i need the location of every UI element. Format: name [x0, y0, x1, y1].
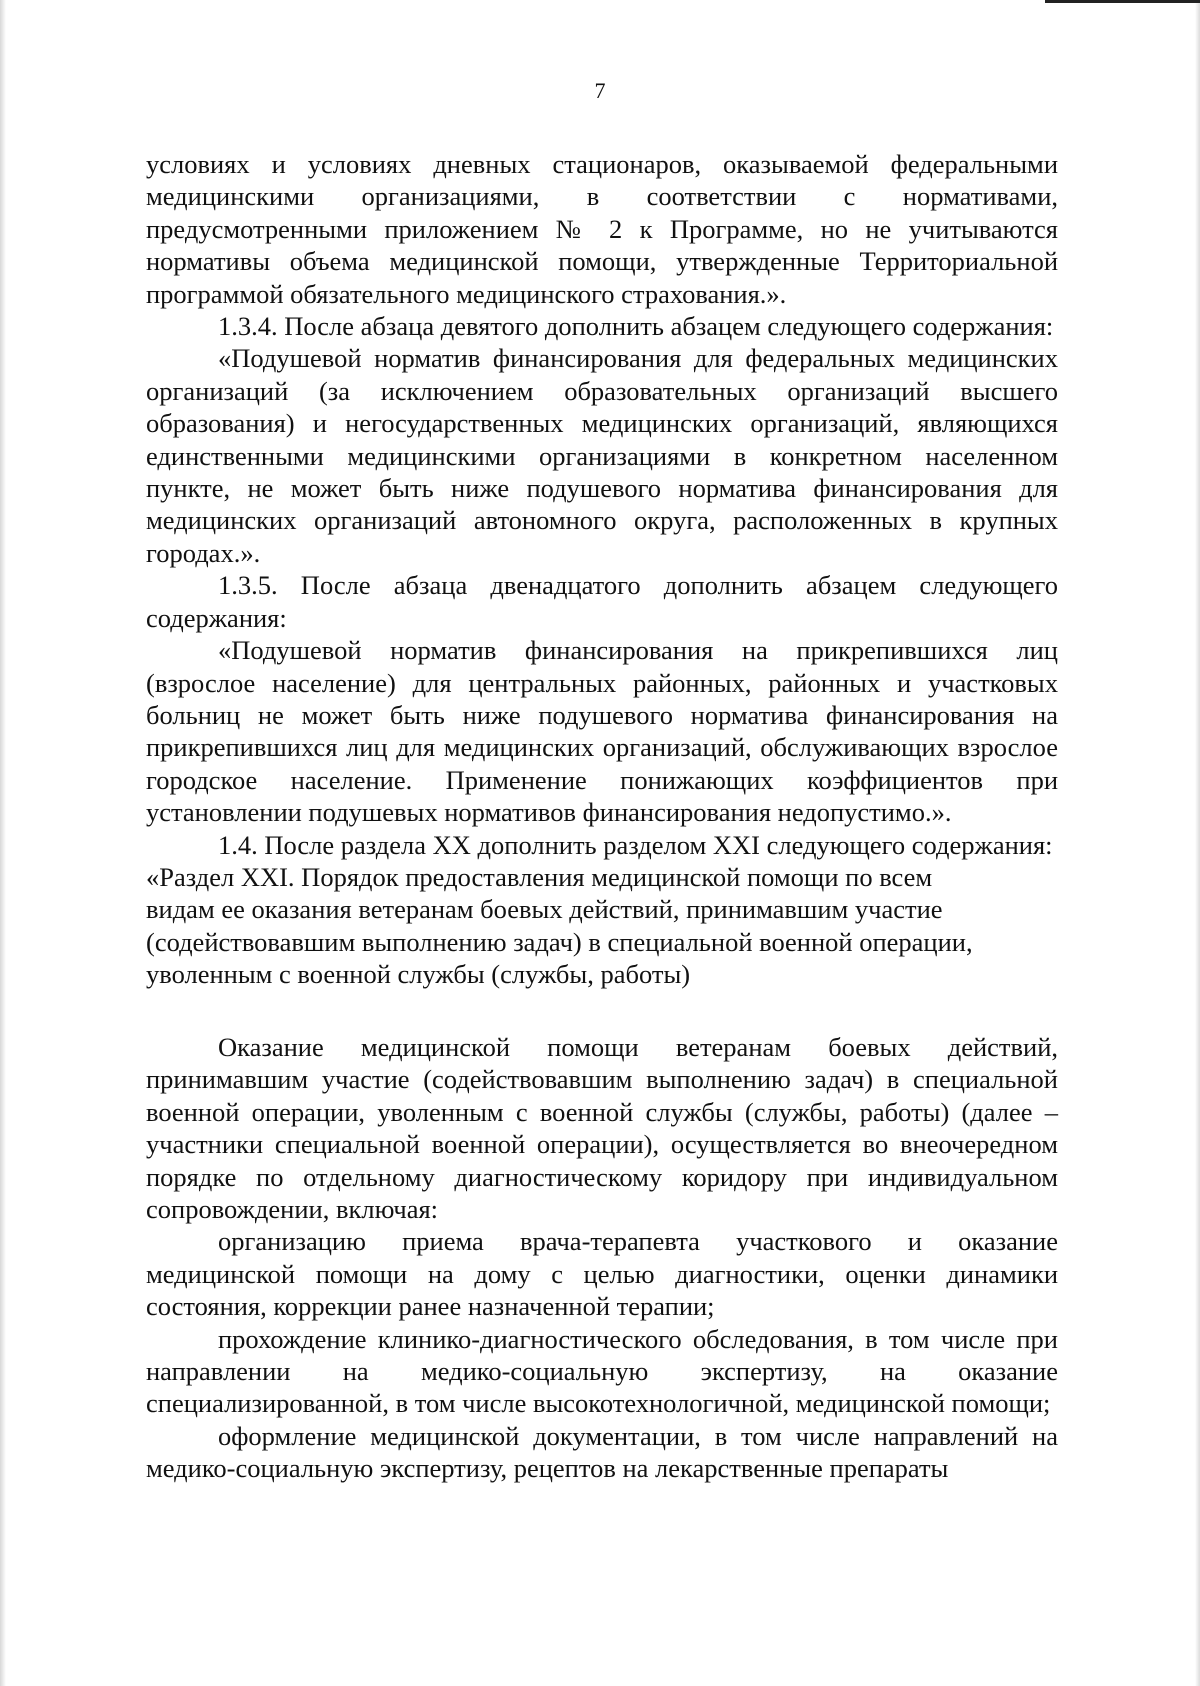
section-heading — [146, 861, 1058, 991]
paragraph: Оказание медицинской помощи ветеранам боевых действий, принимавшим участие (содействовавшим выполнению задач) в специальной военной операции, уволенным с военной службы (службы, работы) (далее – участники специальной военной операции), осуществляется во внеочередном порядке по отдельному диагностическому коридору при индивидуальном сопровождении, включая: — [146, 1031, 1058, 1224]
scan-edge-left — [0, 0, 6, 1686]
paragraph: 1.3.5. После абзаца двенадцатого дополнить абзацем следующего содержания: — [146, 570, 1058, 633]
paragraph: 1.4. После раздела XX дополнить разделом XXI следующего содержания: — [218, 829, 1053, 860]
section-heading-line: видам ее оказания ветеранам боевых действий, принимавшим участие — [146, 894, 943, 925]
top-rule — [1045, 0, 1200, 3]
body-text — [146, 148, 1058, 1485]
scan-edge-right — [1195, 0, 1200, 1686]
section-heading-line: уволенным с военной службы (службы, работы) — [146, 959, 691, 990]
paragraph: «Подушевой норматив финансирования для федеральных медицинских организаций (за исключением образовательных организаций высшего образования) и негосударственных медицинских организаций, являющихся единственными медицинскими организациями в конкретном населенном пункте, не может быть ниже подушевого норматива финансирования для медицинских организаций автономного округа, расположенных в крупных городах.». — [146, 343, 1058, 568]
paragraph: 1.3.4. После абзаца девятого дополнить абзацем следующего содержания: — [218, 311, 1054, 342]
paragraph: условиях и условиях дневных стационаров, оказываемой федеральными медицинскими организациями, в соответствии с нормативами, предусмотренными приложением № 2 к Программе, но не учитываются нормативы объема медицинской помощи, утвержденные Территориальной программой обязательного медицинского страхования.». — [146, 149, 1058, 309]
paragraph: организацию приема врача-терапевта участкового и оказание медицинской помощи на дому с целью диагностики, оценки динамики состояния, коррекции ранее назначенной терапии; — [146, 1226, 1058, 1322]
paragraph: прохождение клинико-диагностического обследования, в том числе при направлении на медико-социальную экспертизу, на оказание специализированной, в том числе высокотехнологичной, медицинской помощи; — [146, 1323, 1058, 1419]
paragraph: «Подушевой норматив финансирования на прикрепившихся лиц (взрослое население) для центральных районных, районных и участковых больниц не может быть ниже подушевого норматива финансирования на прикрепившихся лиц для медицинских организаций, обслуживающих взрослое городское население. Применение понижающих коэффициентов при установлении подушевых нормативов финансирования недопустимо.». — [146, 635, 1058, 828]
section-heading-line: «Раздел XXI. Порядок предоставления медицинской помощи по всем — [146, 861, 933, 892]
paragraph: оформление медицинской документации, в том числе направлений на медико-социальную экспертизу, рецептов на лекарственные препараты — [146, 1420, 1058, 1484]
section-heading-line: (содействовавшим выполнению задач) в специальной военной операции, — [146, 926, 973, 957]
spacer — [146, 991, 1058, 1031]
page-number: 7 — [594, 78, 606, 103]
